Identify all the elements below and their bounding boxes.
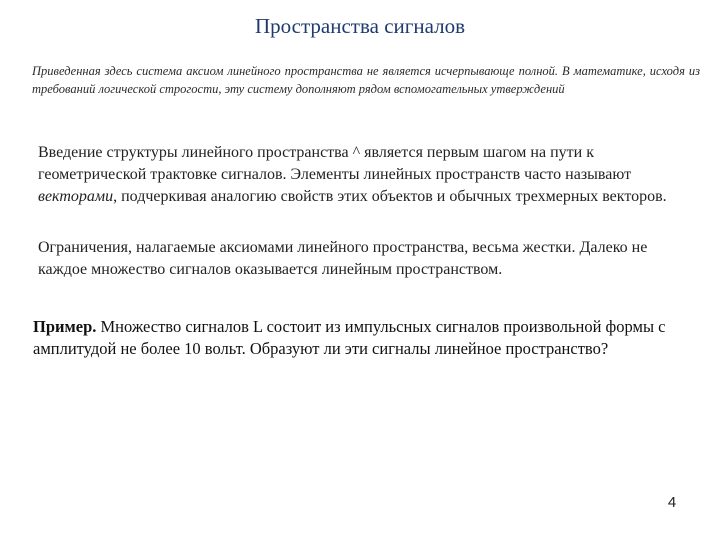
slide-title: Пространства сигналов <box>254 14 466 38</box>
example-text: Множество сигналов L состоит из импульсных сигналов произвольной формы с амплитудой не более 10 вольт. Образуют ли эти сигналы линейное пространство? <box>33 317 666 358</box>
example-block <box>33 316 683 360</box>
page-number: 4 <box>667 494 677 511</box>
paragraph-vectors <box>38 142 678 208</box>
example-lead: Пример. <box>33 317 97 336</box>
paragraph-vectors-end: , подчеркивая аналогию свойств этих объектов и обычных трехмерных векторов. <box>113 188 667 205</box>
paragraph-constraints: Ограничения, налагаемые аксиомами линейного пространства, весьма жестки. Далеко не каждое множество сигналов оказывается линейным пространством. <box>38 239 648 278</box>
term-vectors: векторами <box>38 188 114 205</box>
paragraph-vectors-start: Введение структуры линейного пространства ^ является первым шагом на пути к геометрической трактовке сигналов. Элементы линейных пространств часто называют <box>38 144 632 183</box>
italic-note: Приведенная здесь система аксиом линейного пространства не является исчерпывающе полной. В математике, исходя из требований логической строгости, эту систему дополняют рядом вспомогательных утверждений <box>32 64 700 96</box>
